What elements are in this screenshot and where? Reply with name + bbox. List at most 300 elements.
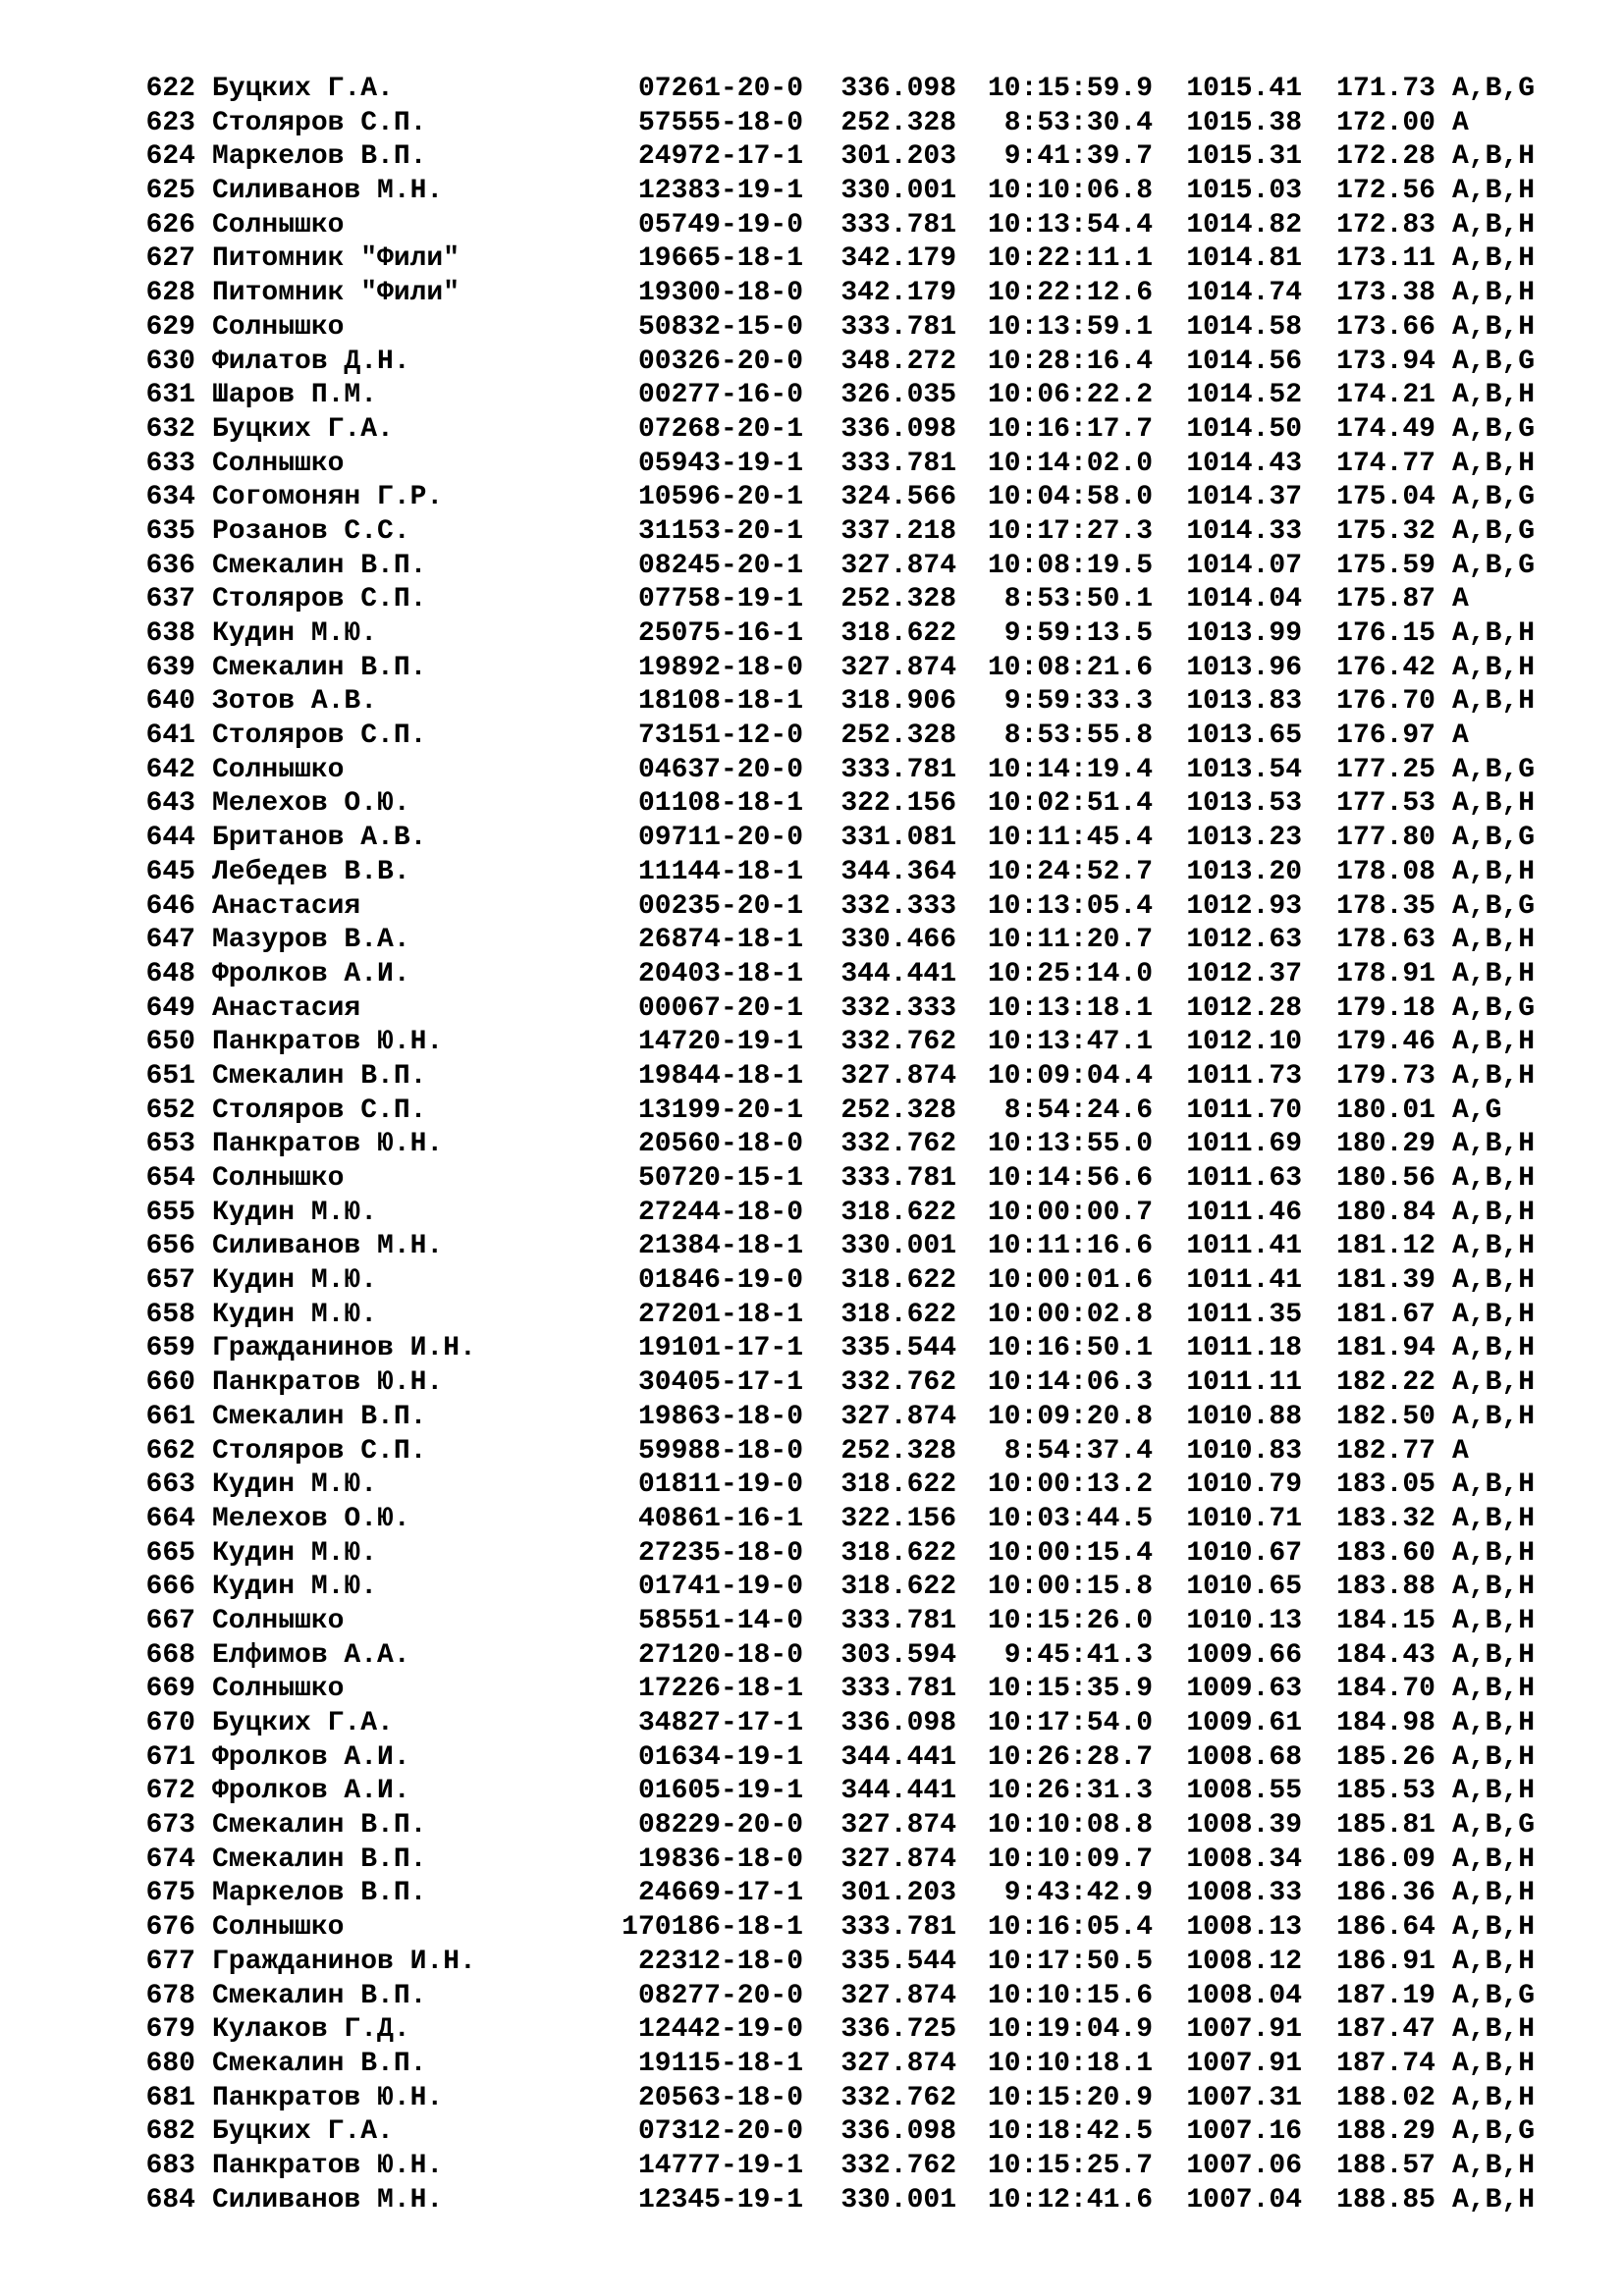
arrival-time: 10:17:27.3 bbox=[987, 515, 1153, 547]
place-number: 672 bbox=[145, 1776, 195, 1807]
ring-number: 19863-18-0 bbox=[637, 1401, 803, 1432]
fancier-name: Кудин М.Ю. bbox=[212, 1299, 378, 1330]
group-codes: A,B,H bbox=[1452, 1741, 1536, 1773]
group-codes: A bbox=[1452, 107, 1469, 138]
speed-value: 1007.16 bbox=[1186, 2116, 1302, 2148]
group-codes: A,B,H bbox=[1452, 1605, 1536, 1636]
result-row bbox=[145, 277, 1535, 311]
ring-number: 04637-20-0 bbox=[637, 754, 803, 785]
result-row bbox=[145, 617, 1535, 652]
ring-number: 10596-20-1 bbox=[637, 482, 803, 513]
result-row bbox=[145, 2048, 1535, 2082]
distance-km: 333.781 bbox=[840, 1605, 956, 1636]
group-codes: A,B,H bbox=[1452, 2184, 1536, 2216]
fancier-name: Силиванов М.Н. bbox=[212, 176, 444, 207]
distance-km: 342.179 bbox=[840, 243, 956, 275]
speed-value: 1011.63 bbox=[1186, 1163, 1302, 1194]
coefficient-value: 177.53 bbox=[1336, 788, 1435, 820]
result-row bbox=[145, 1571, 1535, 1605]
speed-value: 1012.37 bbox=[1186, 958, 1302, 989]
speed-value: 1014.52 bbox=[1186, 380, 1302, 411]
speed-value: 1014.82 bbox=[1186, 209, 1302, 240]
speed-value: 1007.06 bbox=[1186, 2150, 1302, 2181]
ring-number: 30405-17-1 bbox=[637, 1367, 803, 1399]
distance-km: 331.081 bbox=[840, 823, 956, 854]
coefficient-value: 187.74 bbox=[1336, 2048, 1435, 2079]
place-number: 638 bbox=[145, 618, 195, 649]
distance-km: 332.333 bbox=[840, 890, 956, 922]
result-row bbox=[145, 346, 1535, 380]
ring-number: 07758-19-1 bbox=[637, 584, 803, 615]
distance-km: 336.098 bbox=[840, 74, 956, 104]
speed-value: 1007.31 bbox=[1186, 2082, 1302, 2113]
arrival-time: 10:12:41.6 bbox=[987, 2184, 1153, 2216]
fancier-name: Силиванов М.Н. bbox=[212, 1231, 444, 1262]
group-codes: A,B,H bbox=[1452, 1333, 1536, 1364]
coefficient-value: 177.25 bbox=[1336, 754, 1435, 785]
arrival-time: 10:14:19.4 bbox=[987, 754, 1153, 785]
group-codes: A,B,H bbox=[1452, 2048, 1536, 2079]
ring-number: 58551-14-0 bbox=[637, 1605, 803, 1636]
arrival-time: 10:13:55.0 bbox=[987, 1129, 1153, 1160]
arrival-time: 10:00:02.8 bbox=[987, 1299, 1153, 1330]
distance-km: 318.622 bbox=[840, 618, 956, 649]
speed-value: 1011.18 bbox=[1186, 1333, 1302, 1364]
place-number: 624 bbox=[145, 141, 195, 173]
result-row bbox=[145, 1673, 1535, 1707]
arrival-time: 10:00:00.7 bbox=[987, 1197, 1153, 1228]
result-row bbox=[145, 958, 1535, 992]
fancier-name: Мазуров В.А. bbox=[212, 925, 410, 956]
place-number: 623 bbox=[145, 107, 195, 138]
distance-km: 333.781 bbox=[840, 1674, 956, 1705]
arrival-time: 9:43:42.9 bbox=[1003, 1878, 1153, 1909]
distance-km: 333.781 bbox=[840, 448, 956, 479]
ring-number: 24972-17-1 bbox=[637, 141, 803, 173]
speed-value: 1014.04 bbox=[1186, 584, 1302, 615]
fancier-name: Кудин М.Ю. bbox=[212, 1469, 378, 1501]
arrival-time: 9:59:13.5 bbox=[1003, 618, 1153, 649]
speed-value: 1015.31 bbox=[1186, 141, 1302, 173]
group-codes: A,B,H bbox=[1452, 1843, 1536, 1875]
ring-number: 20560-18-0 bbox=[637, 1129, 803, 1160]
speed-value: 1011.11 bbox=[1186, 1367, 1302, 1399]
fancier-name: Елфимов А.А. bbox=[212, 1639, 410, 1671]
distance-km: 335.544 bbox=[840, 1946, 956, 1977]
speed-value: 1013.20 bbox=[1186, 856, 1302, 887]
arrival-time: 10:28:16.4 bbox=[987, 346, 1153, 377]
arrival-time: 10:15:59.9 bbox=[987, 74, 1153, 104]
group-codes: A,B,H bbox=[1452, 243, 1536, 275]
coefficient-value: 172.28 bbox=[1336, 141, 1435, 173]
arrival-time: 10:09:20.8 bbox=[987, 1401, 1153, 1432]
result-row bbox=[145, 1741, 1535, 1776]
fancier-name: Солнышко bbox=[212, 1912, 345, 1944]
coefficient-value: 184.98 bbox=[1336, 1708, 1435, 1738]
group-codes: A,B,H bbox=[1452, 1912, 1536, 1944]
coefficient-value: 184.15 bbox=[1336, 1605, 1435, 1636]
arrival-time: 10:24:52.7 bbox=[987, 856, 1153, 887]
place-number: 663 bbox=[145, 1469, 195, 1501]
fancier-name: Столяров С.П. bbox=[212, 107, 427, 138]
arrival-time: 10:22:12.6 bbox=[987, 278, 1153, 309]
arrival-time: 10:00:15.4 bbox=[987, 1537, 1153, 1569]
group-codes: A,B,H bbox=[1452, 1503, 1536, 1534]
result-row bbox=[145, 1809, 1535, 1843]
fancier-name: Буцких Г.А. bbox=[212, 1708, 394, 1738]
arrival-time: 10:11:16.6 bbox=[987, 1231, 1153, 1262]
speed-value: 1010.71 bbox=[1186, 1503, 1302, 1534]
ring-number: 22312-18-0 bbox=[637, 1946, 803, 1977]
distance-km: 327.874 bbox=[840, 1810, 956, 1842]
distance-km: 327.874 bbox=[840, 652, 956, 683]
distance-km: 330.466 bbox=[840, 925, 956, 956]
fancier-name: Солнышко bbox=[212, 1674, 345, 1705]
speed-value: 1014.74 bbox=[1186, 278, 1302, 309]
group-codes: A,B,H bbox=[1452, 448, 1536, 479]
place-number: 642 bbox=[145, 754, 195, 785]
group-codes: A,B,G bbox=[1452, 482, 1536, 513]
distance-km: 318.622 bbox=[840, 1469, 956, 1501]
fancier-name: Фролков А.И. bbox=[212, 1776, 410, 1807]
fancier-name: Розанов С.С. bbox=[212, 515, 410, 547]
place-number: 637 bbox=[145, 584, 195, 615]
arrival-time: 10:15:25.7 bbox=[987, 2150, 1153, 2181]
ring-number: 27244-18-0 bbox=[637, 1197, 803, 1228]
coefficient-value: 172.56 bbox=[1336, 176, 1435, 207]
fancier-name: Кудин М.Ю. bbox=[212, 1572, 378, 1603]
ring-number: 34827-17-1 bbox=[637, 1708, 803, 1738]
result-row bbox=[145, 1401, 1535, 1435]
coefficient-value: 180.56 bbox=[1336, 1163, 1435, 1194]
speed-value: 1012.10 bbox=[1186, 1027, 1302, 1058]
group-codes: A,B,H bbox=[1452, 1708, 1536, 1738]
place-number: 654 bbox=[145, 1163, 195, 1194]
coefficient-value: 188.02 bbox=[1336, 2082, 1435, 2113]
distance-km: 327.874 bbox=[840, 1843, 956, 1875]
distance-km: 336.098 bbox=[840, 2116, 956, 2148]
speed-value: 1009.61 bbox=[1186, 1708, 1302, 1738]
fancier-name: Солнышко bbox=[212, 1163, 345, 1194]
arrival-time: 10:19:04.9 bbox=[987, 2014, 1153, 2046]
distance-km: 330.001 bbox=[840, 2184, 956, 2216]
distance-km: 318.622 bbox=[840, 1572, 956, 1603]
result-row bbox=[145, 1332, 1535, 1366]
distance-km: 332.762 bbox=[840, 2082, 956, 2113]
speed-value: 1015.38 bbox=[1186, 107, 1302, 138]
group-codes: A,B,G bbox=[1452, 74, 1536, 104]
fancier-name: Мелехов О.Ю. bbox=[212, 788, 410, 820]
result-row bbox=[145, 1128, 1535, 1162]
ring-number: 27235-18-0 bbox=[637, 1537, 803, 1569]
coefficient-value: 172.83 bbox=[1336, 209, 1435, 240]
arrival-time: 10:08:19.5 bbox=[987, 550, 1153, 581]
coefficient-value: 176.15 bbox=[1336, 618, 1435, 649]
coefficient-value: 173.66 bbox=[1336, 311, 1435, 343]
coefficient-value: 178.08 bbox=[1336, 856, 1435, 887]
fancier-name: Гражданинов И.Н. bbox=[212, 1333, 476, 1364]
coefficient-value: 172.00 bbox=[1336, 107, 1435, 138]
place-number: 625 bbox=[145, 176, 195, 207]
speed-value: 1013.99 bbox=[1186, 618, 1302, 649]
ring-number: 19836-18-0 bbox=[637, 1843, 803, 1875]
fancier-name: Солнышко bbox=[212, 311, 345, 343]
distance-km: 327.874 bbox=[840, 1060, 956, 1092]
fancier-name: Панкратов Ю.Н. bbox=[212, 2150, 444, 2181]
distance-km: 327.874 bbox=[840, 1401, 956, 1432]
place-number: 649 bbox=[145, 992, 195, 1024]
fancier-name: Питомник "Фили" bbox=[212, 243, 460, 275]
place-number: 639 bbox=[145, 652, 195, 683]
ring-number: 08229-20-0 bbox=[637, 1810, 803, 1842]
result-row bbox=[145, 787, 1535, 822]
result-row bbox=[145, 583, 1535, 617]
coefficient-value: 182.50 bbox=[1336, 1401, 1435, 1432]
fancier-name: Солнышко bbox=[212, 754, 345, 785]
result-row bbox=[145, 992, 1535, 1027]
result-row bbox=[145, 140, 1535, 175]
arrival-time: 8:54:24.6 bbox=[1003, 1095, 1153, 1126]
place-number: 651 bbox=[145, 1060, 195, 1092]
coefficient-value: 176.97 bbox=[1336, 721, 1435, 752]
place-number: 666 bbox=[145, 1572, 195, 1603]
distance-km: 332.333 bbox=[840, 992, 956, 1024]
group-codes: A,B,H bbox=[1452, 1197, 1536, 1228]
group-codes: A,B,H bbox=[1452, 2150, 1536, 2181]
group-codes: A,B,G bbox=[1452, 346, 1536, 377]
ring-number: 01108-18-1 bbox=[637, 788, 803, 820]
place-number: 667 bbox=[145, 1605, 195, 1636]
group-codes: A,B,H bbox=[1452, 278, 1536, 309]
coefficient-value: 183.88 bbox=[1336, 1572, 1435, 1603]
result-row bbox=[145, 379, 1535, 413]
distance-km: 252.328 bbox=[840, 584, 956, 615]
result-row bbox=[145, 242, 1535, 277]
result-row bbox=[145, 1503, 1535, 1537]
ring-number: 19844-18-1 bbox=[637, 1060, 803, 1092]
speed-value: 1012.28 bbox=[1186, 992, 1302, 1024]
fancier-name: Кулаков Г.Д. bbox=[212, 2014, 410, 2046]
fancier-name: Смекалин В.П. bbox=[212, 652, 427, 683]
fancier-name: Столяров С.П. bbox=[212, 1095, 427, 1126]
result-row bbox=[145, 481, 1535, 515]
place-number: 641 bbox=[145, 721, 195, 752]
place-number: 630 bbox=[145, 346, 195, 377]
arrival-time: 10:09:04.4 bbox=[987, 1060, 1153, 1092]
group-codes: A,B,G bbox=[1452, 992, 1536, 1024]
place-number: 656 bbox=[145, 1231, 195, 1262]
speed-value: 1010.67 bbox=[1186, 1537, 1302, 1569]
speed-value: 1014.56 bbox=[1186, 346, 1302, 377]
speed-value: 1008.04 bbox=[1186, 1980, 1302, 2011]
coefficient-value: 174.49 bbox=[1336, 413, 1435, 445]
arrival-time: 10:10:09.7 bbox=[987, 1843, 1153, 1875]
arrival-time: 10:15:20.9 bbox=[987, 2082, 1153, 2113]
distance-km: 252.328 bbox=[840, 1095, 956, 1126]
speed-value: 1015.03 bbox=[1186, 176, 1302, 207]
distance-km: 336.725 bbox=[840, 2014, 956, 2046]
speed-value: 1010.79 bbox=[1186, 1469, 1302, 1501]
fancier-name: Силиванов М.Н. bbox=[212, 2184, 444, 2216]
fancier-name: Анастасия bbox=[212, 890, 361, 922]
result-row bbox=[145, 1605, 1535, 1639]
group-codes: A bbox=[1452, 584, 1469, 615]
arrival-time: 10:00:15.8 bbox=[987, 1572, 1153, 1603]
fancier-name: Солнышко bbox=[212, 209, 345, 240]
fancier-name: Маркелов В.П. bbox=[212, 141, 427, 173]
arrival-time: 8:53:30.4 bbox=[1003, 107, 1153, 138]
place-number: 648 bbox=[145, 958, 195, 989]
result-row bbox=[145, 413, 1535, 448]
place-number: 645 bbox=[145, 856, 195, 887]
result-row bbox=[145, 822, 1535, 856]
fancier-name: Смекалин В.П. bbox=[212, 1810, 427, 1842]
result-row bbox=[145, 2184, 1535, 2218]
distance-km: 337.218 bbox=[840, 515, 956, 547]
result-row bbox=[145, 515, 1535, 550]
ring-number: 19300-18-0 bbox=[637, 278, 803, 309]
ring-number: 57555-18-0 bbox=[637, 107, 803, 138]
distance-km: 332.762 bbox=[840, 1129, 956, 1160]
group-codes: A,B,H bbox=[1452, 1878, 1536, 1909]
coefficient-value: 180.29 bbox=[1336, 1129, 1435, 1160]
ring-number: 12383-19-1 bbox=[637, 176, 803, 207]
arrival-time: 10:06:22.2 bbox=[987, 380, 1153, 411]
speed-value: 1015.41 bbox=[1186, 74, 1302, 104]
ring-number: 27201-18-1 bbox=[637, 1299, 803, 1330]
result-row bbox=[145, 856, 1535, 890]
arrival-time: 10:04:58.0 bbox=[987, 482, 1153, 513]
ring-number: 05943-19-1 bbox=[637, 448, 803, 479]
distance-km: 333.781 bbox=[840, 1163, 956, 1194]
distance-km: 332.762 bbox=[840, 1027, 956, 1058]
arrival-time: 10:02:51.4 bbox=[987, 788, 1153, 820]
coefficient-value: 174.21 bbox=[1336, 380, 1435, 411]
coefficient-value: 186.91 bbox=[1336, 1946, 1435, 1977]
ring-number: 19115-18-1 bbox=[637, 2048, 803, 2079]
distance-km: 318.906 bbox=[840, 686, 956, 718]
group-codes: A,B,H bbox=[1452, 2014, 1536, 2046]
place-number: 632 bbox=[145, 413, 195, 445]
result-row bbox=[145, 1197, 1535, 1231]
group-codes: A,B,H bbox=[1452, 1946, 1536, 1977]
speed-value: 1013.65 bbox=[1186, 721, 1302, 752]
ring-number: 09711-20-0 bbox=[637, 823, 803, 854]
ring-number: 14720-19-1 bbox=[637, 1027, 803, 1058]
ring-number: 12345-19-1 bbox=[637, 2184, 803, 2216]
fancier-name: Солнышко bbox=[212, 448, 345, 479]
fancier-name: Панкратов Ю.Н. bbox=[212, 1027, 444, 1058]
speed-value: 1007.04 bbox=[1186, 2184, 1302, 2216]
group-codes: A,B,H bbox=[1452, 2082, 1536, 2113]
coefficient-value: 171.73 bbox=[1336, 74, 1435, 104]
ring-number: 170186-18-1 bbox=[622, 1912, 803, 1944]
coefficient-value: 174.77 bbox=[1336, 448, 1435, 479]
speed-value: 1011.41 bbox=[1186, 1265, 1302, 1297]
speed-value: 1008.68 bbox=[1186, 1741, 1302, 1773]
place-number: 662 bbox=[145, 1435, 195, 1467]
result-row bbox=[145, 1537, 1535, 1572]
arrival-time: 10:14:06.3 bbox=[987, 1367, 1153, 1399]
place-number: 653 bbox=[145, 1129, 195, 1160]
place-number: 643 bbox=[145, 788, 195, 820]
speed-value: 1010.83 bbox=[1186, 1435, 1302, 1467]
arrival-time: 8:53:55.8 bbox=[1003, 721, 1153, 752]
arrival-time: 10:16:05.4 bbox=[987, 1912, 1153, 1944]
distance-km: 303.594 bbox=[840, 1639, 956, 1671]
arrival-time: 10:14:56.6 bbox=[987, 1163, 1153, 1194]
speed-value: 1014.50 bbox=[1186, 413, 1302, 445]
result-row bbox=[145, 1980, 1535, 2014]
arrival-time: 10:26:28.7 bbox=[987, 1741, 1153, 1773]
result-row bbox=[145, 652, 1535, 686]
fancier-name: Солнышко bbox=[212, 1605, 345, 1636]
fancier-name: Кудин М.Ю. bbox=[212, 1537, 378, 1569]
arrival-time: 8:54:37.4 bbox=[1003, 1435, 1153, 1467]
group-codes: A,B,G bbox=[1452, 890, 1536, 922]
group-codes: A,G bbox=[1452, 1095, 1502, 1126]
group-codes: A,B,H bbox=[1452, 176, 1536, 207]
coefficient-value: 173.38 bbox=[1336, 278, 1435, 309]
group-codes: A,B,G bbox=[1452, 1980, 1536, 2011]
group-codes: A,B,H bbox=[1452, 1027, 1536, 1058]
fancier-name: Смекалин В.П. bbox=[212, 1843, 427, 1875]
speed-value: 1011.69 bbox=[1186, 1129, 1302, 1160]
distance-km: 333.781 bbox=[840, 754, 956, 785]
result-row bbox=[145, 175, 1535, 209]
group-codes: A,B,H bbox=[1452, 1639, 1536, 1671]
place-number: 664 bbox=[145, 1503, 195, 1534]
distance-km: 344.441 bbox=[840, 958, 956, 989]
coefficient-value: 175.32 bbox=[1336, 515, 1435, 547]
arrival-time: 10:13:47.1 bbox=[987, 1027, 1153, 1058]
speed-value: 1009.63 bbox=[1186, 1674, 1302, 1705]
fancier-name: Филатов Д.Н. bbox=[212, 346, 410, 377]
ring-number: 21384-18-1 bbox=[637, 1231, 803, 1262]
place-number: 660 bbox=[145, 1367, 195, 1399]
coefficient-value: 177.80 bbox=[1336, 823, 1435, 854]
coefficient-value: 185.53 bbox=[1336, 1776, 1435, 1807]
fancier-name: Столяров С.П. bbox=[212, 1435, 427, 1467]
coefficient-value: 175.87 bbox=[1336, 584, 1435, 615]
distance-km: 348.272 bbox=[840, 346, 956, 377]
place-number: 659 bbox=[145, 1333, 195, 1364]
distance-km: 330.001 bbox=[840, 176, 956, 207]
fancier-name: Кудин М.Ю. bbox=[212, 618, 378, 649]
ring-number: 00235-20-1 bbox=[637, 890, 803, 922]
ring-number: 01846-19-0 bbox=[637, 1265, 803, 1297]
speed-value: 1014.58 bbox=[1186, 311, 1302, 343]
coefficient-value: 181.12 bbox=[1336, 1231, 1435, 1262]
group-codes: A,B,G bbox=[1452, 550, 1536, 581]
ring-number: 50832-15-0 bbox=[637, 311, 803, 343]
result-row bbox=[145, 1707, 1535, 1741]
arrival-time: 10:17:54.0 bbox=[987, 1708, 1153, 1738]
coefficient-value: 175.04 bbox=[1336, 482, 1435, 513]
ring-number: 31153-20-1 bbox=[637, 515, 803, 547]
place-number: 683 bbox=[145, 2150, 195, 2181]
speed-value: 1011.35 bbox=[1186, 1299, 1302, 1330]
ring-number: 19892-18-0 bbox=[637, 652, 803, 683]
speed-value: 1014.37 bbox=[1186, 482, 1302, 513]
arrival-time: 8:53:50.1 bbox=[1003, 584, 1153, 615]
place-number: 655 bbox=[145, 1197, 195, 1228]
place-number: 633 bbox=[145, 448, 195, 479]
distance-km: 327.874 bbox=[840, 1980, 956, 2011]
ring-number: 27120-18-0 bbox=[637, 1639, 803, 1671]
result-row bbox=[145, 311, 1535, 346]
ring-number: 20403-18-1 bbox=[637, 958, 803, 989]
